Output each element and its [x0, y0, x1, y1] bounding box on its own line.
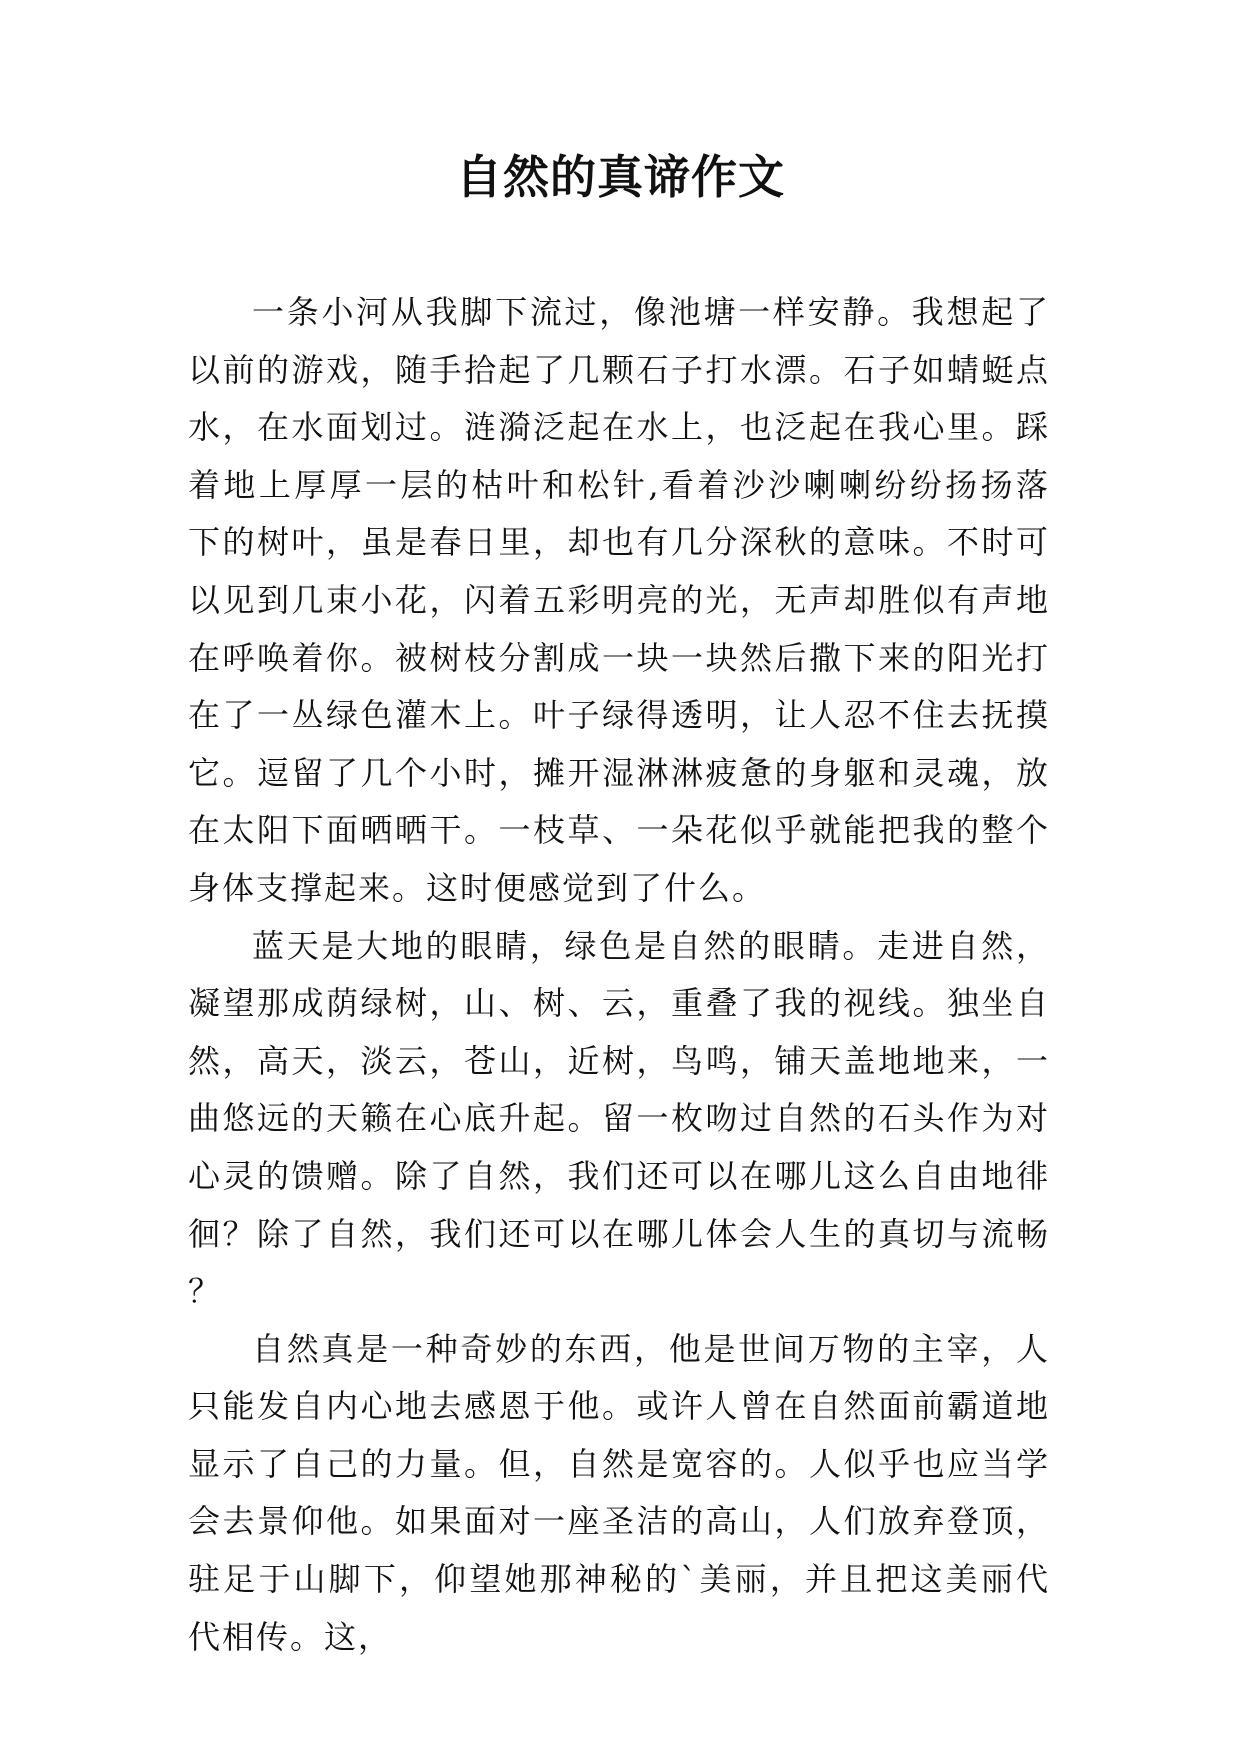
- paragraph-3: 自然真是一种奇妙的东西，他是世间万物的主宰，人只能发自内心地去感恩于他。或许人曾在自然面前霸道地显示了自己的力量。但，自然是宽容的。人似乎也应当学会去景仰他。如果面对一座圣洁的高山，人们放弃登顶，驻足于山脚下，仰望她那神秘的`美丽，并且把这美丽代代相传。这，: [188, 1329, 1050, 1656]
- document-body: [188, 284, 1050, 1666]
- document-title: 自然的真谛作文: [456, 150, 785, 204]
- paragraph-1: 一条小河从我脚下流过，像池塘一样安静。我想起了以前的游戏，随手拾起了几颗石子打水漂。石子如蜻蜓点水，在水面划过。涟漪泛起在水上，也泛起在我心里。踩着地上厚厚一层的枯叶和松针,看着沙沙喇喇纷纷扬扬落下的树叶，虽是春日里，却也有几分深秋的意味。不时可以见到几束小花，闪着五彩明亮的光，无声却胜似有声地在呼唤着你。被树枝分割成一块一块然后撒下来的阳光打在了一丛绿色灌木上。叶子绿得透明，让人忍不住去抚摸它。逗留了几个小时，摊开湿淋淋疲惫的身躯和灵魂，放在太阳下面晒晒干。一枝草、一朵花似乎就能把我的整个身体支撑起来。这时便感觉到了什么。: [188, 293, 1050, 907]
- paragraph-2: 蓝天是大地的眼睛，绿色是自然的眼睛。走进自然，凝望那成荫绿树，山、树、云，重叠了我的视线。独坐自然，高天，淡云，苍山，近树，鸟鸣，铺天盖地地来，一曲悠远的天籁在心底升起。留一枚吻过自然的石头作为对心灵的馈赠。除了自然，我们还可以在哪儿这么自由地徘徊？除了自然，我们还可以在哪儿体会人生的真切与流畅？: [188, 926, 1050, 1311]
